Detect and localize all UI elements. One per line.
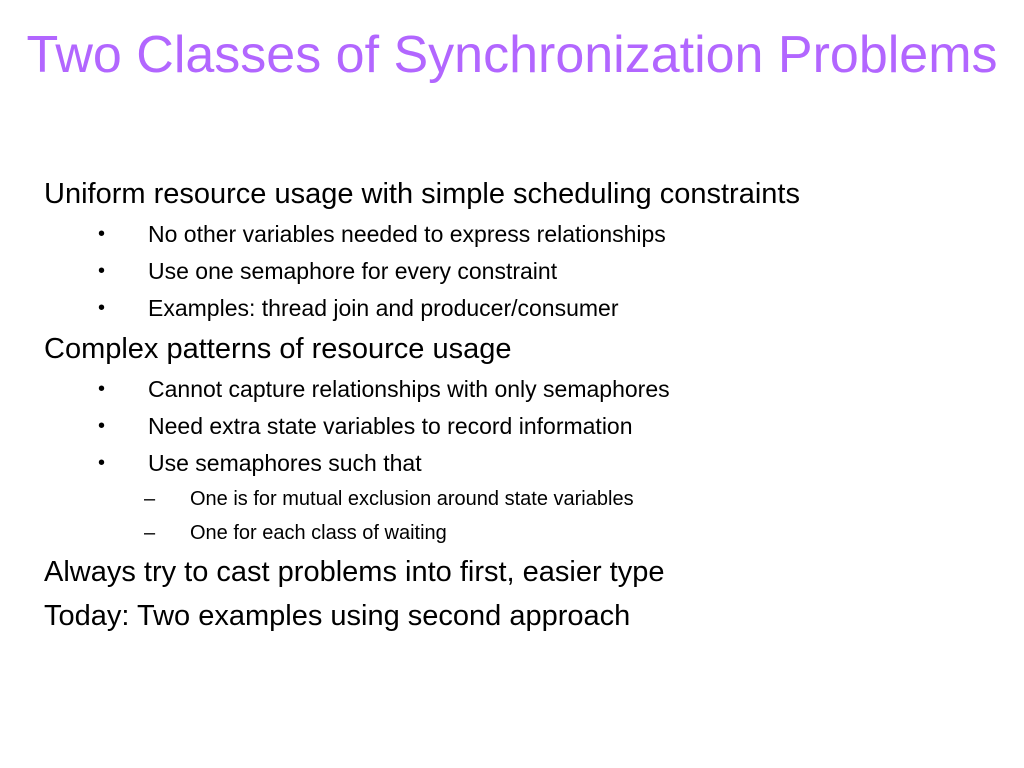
bullet-icon: •: [98, 260, 106, 282]
list-item-text: Use one semaphore for every constraint: [148, 258, 558, 284]
sub-list-item-text: One is for mutual exclusion around state variables: [190, 488, 634, 510]
closing-line-today: Today: Two examples using second approach: [44, 600, 631, 632]
list-item-text: Need extra state variables to record information: [148, 413, 633, 439]
bullet-icon: •: [98, 452, 106, 474]
bullet-icon: •: [98, 297, 106, 319]
section-heading-complex: Complex patterns of resource usage: [44, 333, 512, 365]
list-item: [44, 371, 1004, 408]
list-item-text: Cannot capture relationships with only semaphores: [148, 376, 670, 402]
list-item: [44, 408, 1004, 445]
bullet-icon: •: [98, 415, 106, 437]
list-item-text: Examples: thread join and producer/consumer: [148, 295, 619, 321]
list-item-text: No other variables needed to express relationships: [148, 221, 666, 247]
bullet-icon: •: [98, 223, 106, 245]
slide-body: [44, 172, 1004, 638]
dash-icon: –: [144, 522, 156, 544]
closing-line-first: Always try to cast problems into first, easier type: [44, 556, 665, 588]
sub-list-item: [44, 516, 1004, 550]
list-item: [44, 253, 1004, 290]
sub-list-item: [44, 482, 1004, 516]
slide-title: Two Classes of Synchronization Problems: [26, 26, 998, 84]
list-item: [44, 216, 1004, 253]
bullet-icon: •: [98, 378, 106, 400]
sub-list-item-text: One for each class of waiting: [190, 522, 447, 544]
section-heading-uniform: Uniform resource usage with simple scheduling constraints: [44, 178, 800, 210]
list-item-text: Use semaphores such that: [148, 450, 422, 476]
list-item: [44, 445, 1004, 482]
list-item: [44, 290, 1004, 327]
dash-icon: –: [144, 488, 156, 510]
